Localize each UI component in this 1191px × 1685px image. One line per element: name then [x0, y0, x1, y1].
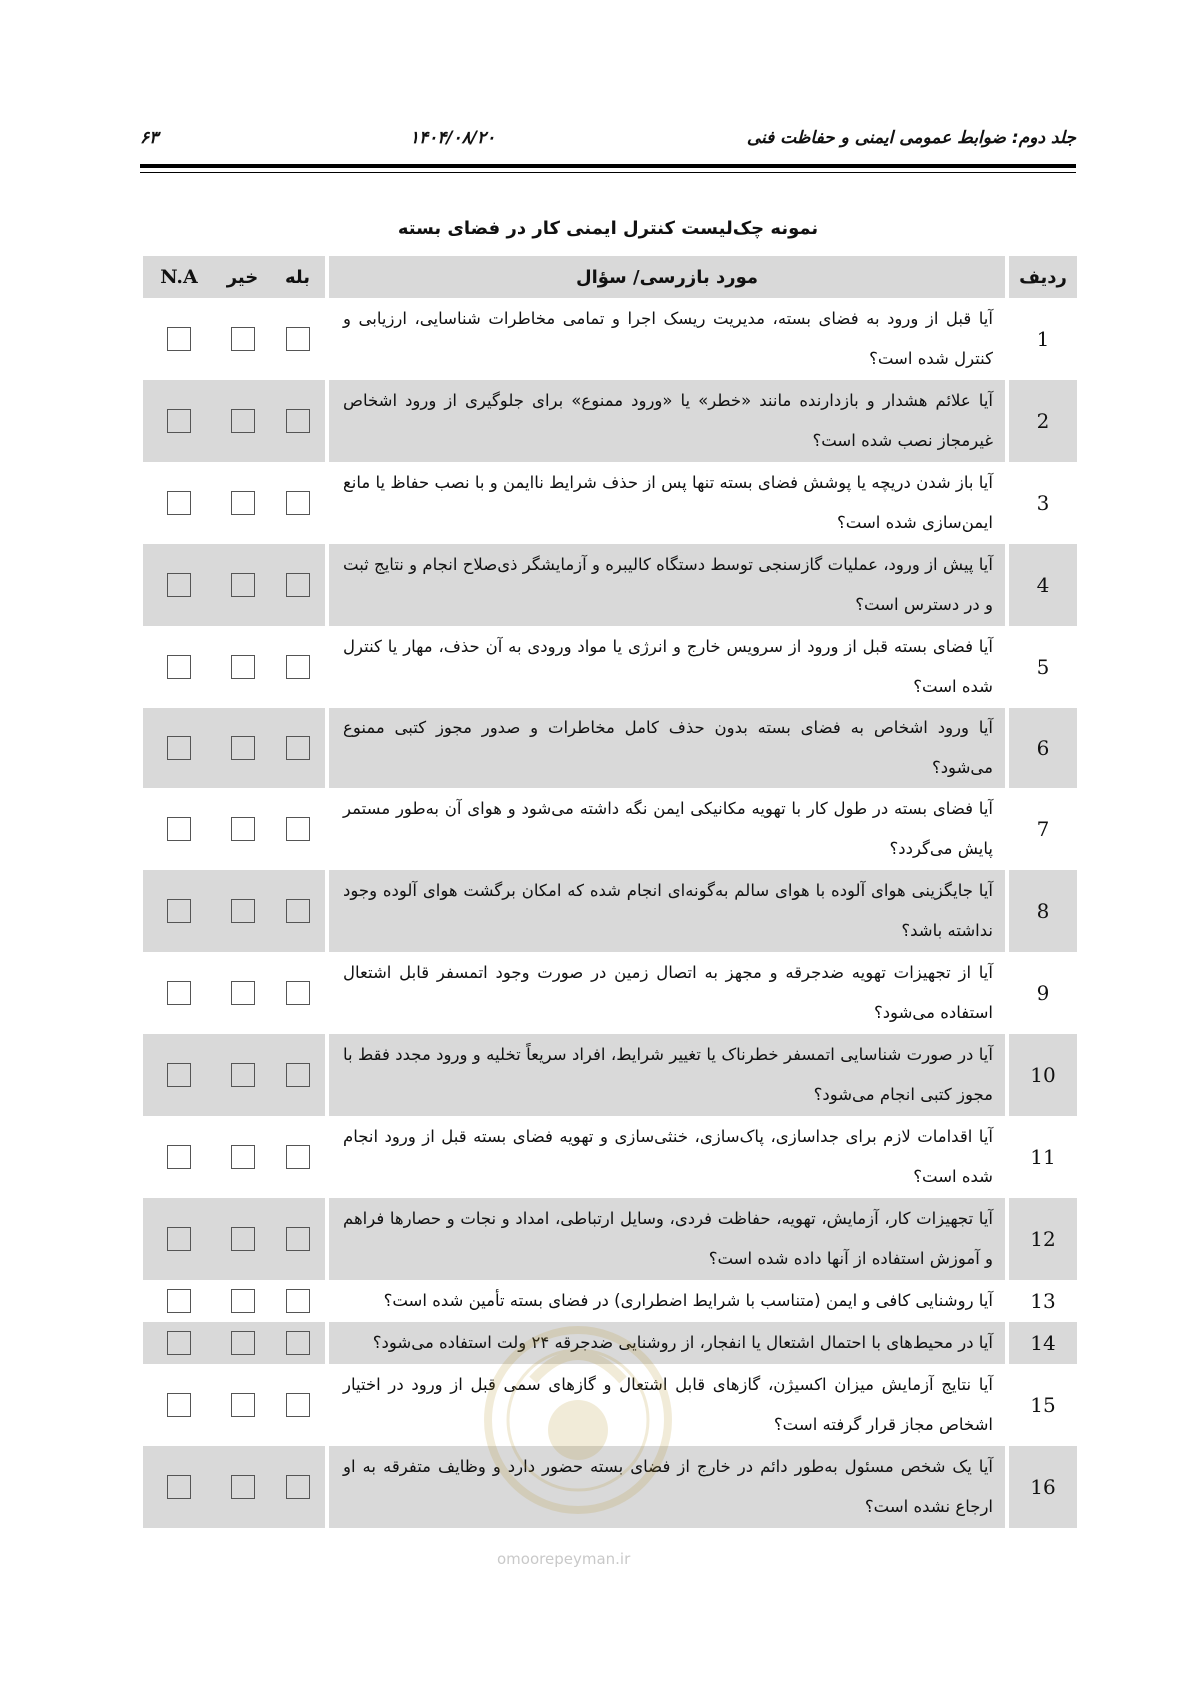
row-number: 3 [1007, 462, 1077, 544]
na-checkbox[interactable] [167, 981, 191, 1005]
yes-checkbox[interactable] [286, 1331, 310, 1355]
na-checkbox[interactable] [167, 491, 191, 515]
row-number: 5 [1007, 626, 1077, 708]
question-text: آیا فضای بسته در طول کار با تهویه مکانیکی ایمن نگه داشته می‌شود و هوای آن به‌طور مستمر پایش می‌گردد؟ [327, 788, 1007, 870]
row-number: 6 [1007, 708, 1077, 788]
na-checkbox[interactable] [167, 1227, 191, 1251]
no-checkbox[interactable] [231, 736, 255, 760]
row-number: 16 [1007, 1446, 1077, 1528]
yes-cell [270, 298, 327, 380]
no-checkbox[interactable] [231, 573, 255, 597]
na-cell [143, 1116, 215, 1198]
yes-cell [270, 1446, 327, 1528]
yes-cell [270, 708, 327, 788]
no-checkbox[interactable] [231, 655, 255, 679]
na-cell [143, 1322, 215, 1364]
table-row [143, 1116, 1077, 1198]
header-row-number: ردیف [1007, 256, 1077, 298]
na-checkbox[interactable] [167, 655, 191, 679]
no-checkbox[interactable] [231, 1393, 255, 1417]
no-checkbox[interactable] [231, 817, 255, 841]
yes-checkbox[interactable] [286, 409, 310, 433]
na-checkbox[interactable] [167, 899, 191, 923]
row-number: 15 [1007, 1364, 1077, 1446]
yes-checkbox[interactable] [286, 1289, 310, 1313]
header-no: خیر [215, 256, 270, 298]
no-checkbox[interactable] [231, 409, 255, 433]
na-cell [143, 544, 215, 626]
watermark-seal-icon [478, 1290, 678, 1530]
header-yes: بله [270, 256, 327, 298]
yes-checkbox[interactable] [286, 1475, 310, 1499]
yes-cell [270, 462, 327, 544]
no-checkbox[interactable] [231, 1145, 255, 1169]
no-cell [215, 1446, 270, 1528]
table-row [143, 952, 1077, 1034]
question-text: آیا نتایج آزمایش میزان اکسیژن، گازهای قابل اشتعال و گازهای سمی قبل از ورود در اختیار اشخاص مجاز قرار گرفته است؟ [327, 1364, 1007, 1446]
question-text: آیا اقدامات لازم برای جداسازی، پاک‌سازی، خنثی‌سازی و تهویه فضای بسته قبل از ورود انجام شده است؟ [327, 1116, 1007, 1198]
na-checkbox[interactable] [167, 573, 191, 597]
na-cell [143, 952, 215, 1034]
no-cell [215, 952, 270, 1034]
na-cell [143, 1280, 215, 1322]
table-row [143, 462, 1077, 544]
no-checkbox[interactable] [231, 1227, 255, 1251]
no-cell [215, 1034, 270, 1116]
table-row [143, 1034, 1077, 1116]
table-row [143, 788, 1077, 870]
yes-cell [270, 1034, 327, 1116]
yes-checkbox[interactable] [286, 1145, 310, 1169]
yes-cell [270, 788, 327, 870]
na-checkbox[interactable] [167, 409, 191, 433]
na-checkbox[interactable] [167, 1145, 191, 1169]
no-checkbox[interactable] [231, 327, 255, 351]
row-number: 14 [1007, 1322, 1077, 1364]
na-cell [143, 380, 215, 462]
no-checkbox[interactable] [231, 899, 255, 923]
yes-checkbox[interactable] [286, 1393, 310, 1417]
no-cell [215, 1198, 270, 1280]
question-text: آیا یک شخص مسئول به‌طور دائم در خارج از فضای بسته حضور دارد و وظایف متفرقه به او ارجاع نشده است؟ [327, 1446, 1007, 1528]
question-text: آیا در محیط‌های با احتمال اشتعال یا انفجار، از روشنایی ضدجرقه ۲۴ ولت استفاده می‌شود؟ [327, 1322, 1007, 1364]
na-checkbox[interactable] [167, 1289, 191, 1313]
yes-checkbox[interactable] [286, 327, 310, 351]
no-checkbox[interactable] [231, 1331, 255, 1355]
na-cell [143, 626, 215, 708]
no-checkbox[interactable] [231, 491, 255, 515]
no-cell [215, 708, 270, 788]
na-checkbox[interactable] [167, 817, 191, 841]
na-checkbox[interactable] [167, 1393, 191, 1417]
question-text: آیا تجهیزات کار، آزمایش، تهویه، حفاظت فردی، وسایل ارتباطی، امداد و نجات و حصارها فراهم و آموزش استفاده از آنها داده شده است؟ [327, 1198, 1007, 1280]
table-header-row [143, 256, 1077, 298]
row-number: 4 [1007, 544, 1077, 626]
no-checkbox[interactable] [231, 1475, 255, 1499]
no-cell [215, 1322, 270, 1364]
yes-cell [270, 1322, 327, 1364]
no-cell [215, 870, 270, 952]
checklist-title: نمونه چک‌لیست کنترل ایمنی کار در فضای بسته [397, 218, 819, 239]
table-row [143, 1198, 1077, 1280]
yes-cell [270, 380, 327, 462]
na-cell [143, 1364, 215, 1446]
no-checkbox[interactable] [231, 1289, 255, 1313]
no-cell [215, 380, 270, 462]
question-text: آیا قبل از ورود به فضای بسته، مدیریت ریسک اجرا و تمامی مخاطرات شناسایی، ارزیابی و کنترل شده است؟ [327, 298, 1007, 380]
question-text: آیا در صورت شناسایی اتمسفر خطرناک یا تغییر شرایط، افراد سریعاً تخلیه و ورود مجدد فقط با مجوز کتبی انجام می‌شود؟ [327, 1034, 1007, 1116]
na-checkbox[interactable] [167, 327, 191, 351]
na-checkbox[interactable] [167, 1331, 191, 1355]
question-text: آیا فضای بسته قبل از ورود از سرویس خارج و انرژی یا مواد ورودی به آن حذف، مهار یا کنترل شده است؟ [327, 626, 1007, 708]
table-row [143, 626, 1077, 708]
question-text: آیا ورود اشخاص به فضای بسته بدون حذف کامل مخاطرات و صدور مجوز کتبی ممنوع می‌شود؟ [327, 708, 1007, 788]
row-number: 13 [1007, 1280, 1077, 1322]
question-text: آیا روشنایی کافی و ایمن (متناسب با شرایط اضطراری) در فضای بسته تأمین شده است؟ [327, 1280, 1007, 1322]
no-cell [215, 462, 270, 544]
no-cell [215, 626, 270, 708]
no-checkbox[interactable] [231, 1063, 255, 1087]
na-checkbox[interactable] [167, 1475, 191, 1499]
row-number: 1 [1007, 298, 1077, 380]
yes-cell [270, 1198, 327, 1280]
table-row [143, 870, 1077, 952]
na-cell [143, 788, 215, 870]
yes-cell [270, 1280, 327, 1322]
yes-cell [270, 626, 327, 708]
na-checkbox[interactable] [167, 736, 191, 760]
chapter-title: جلد دوم: ضوابط عمومی ایمنی و حفاظت فنی [746, 128, 1076, 148]
yes-checkbox[interactable] [286, 817, 310, 841]
yes-checkbox[interactable] [286, 1227, 310, 1251]
table-row [143, 298, 1077, 380]
table-row [143, 708, 1077, 788]
watermark-url: omoorepeyman.ir [497, 1550, 631, 1568]
table-row [143, 544, 1077, 626]
no-cell [215, 1116, 270, 1198]
header-question: مورد بازرسی/ سؤال [327, 256, 1007, 298]
question-text: آیا جایگزینی هوای آلوده با هوای سالم به‌گونه‌ای انجام شده که امکان برگشت هوای آلوده وجود نداشته باشد؟ [327, 870, 1007, 952]
row-number: 9 [1007, 952, 1077, 1034]
yes-checkbox[interactable] [286, 981, 310, 1005]
row-number: 11 [1007, 1116, 1077, 1198]
row-number: 2 [1007, 380, 1077, 462]
na-cell [143, 870, 215, 952]
na-cell [143, 1446, 215, 1528]
no-checkbox[interactable] [231, 981, 255, 1005]
no-cell [215, 298, 270, 380]
yes-cell [270, 870, 327, 952]
na-cell [143, 462, 215, 544]
na-checkbox[interactable] [167, 1063, 191, 1087]
na-cell [143, 298, 215, 380]
yes-cell [270, 544, 327, 626]
yes-cell [270, 1364, 327, 1446]
yes-checkbox[interactable] [286, 655, 310, 679]
question-text: آیا از تجهیزات تهویه ضدجرقه و مجهز به اتصال زمین در صورت وجود اتمسفر قابل اشتعال استفاده می‌شود؟ [327, 952, 1007, 1034]
yes-checkbox[interactable] [286, 491, 310, 515]
row-number: 8 [1007, 870, 1077, 952]
yes-checkbox[interactable] [286, 736, 310, 760]
na-cell [143, 1034, 215, 1116]
no-cell [215, 544, 270, 626]
yes-checkbox[interactable] [286, 573, 310, 597]
question-text: آیا باز شدن دریچه یا پوشش فضای بسته تنها پس از حذف شرایط ناایمن و با نصب حفاظ یا مانع ایمن‌سازی شده است؟ [327, 462, 1007, 544]
na-cell [143, 1198, 215, 1280]
yes-checkbox[interactable] [286, 899, 310, 923]
row-number: 7 [1007, 788, 1077, 870]
no-cell [215, 1364, 270, 1446]
yes-cell [270, 1116, 327, 1198]
yes-checkbox[interactable] [286, 1063, 310, 1087]
page-header [140, 128, 1076, 168]
no-cell [215, 788, 270, 870]
yes-cell [270, 952, 327, 1034]
na-cell [143, 708, 215, 788]
page-number: ۶۳ [140, 128, 159, 148]
row-number: 12 [1007, 1198, 1077, 1280]
question-text: آیا پیش از ورود، عملیات گازسنجی توسط دستگاه کالیبره و آزمایشگر ذی‌صلاح انجام و نتایج ثبت و در دسترس است؟ [327, 544, 1007, 626]
question-text: آیا علائم هشدار و بازدارنده مانند «خطر» یا «ورود ممنوع» برای جلوگیری از ورود اشخاص غیرمجاز نصب شده است؟ [327, 380, 1007, 462]
header-date: ۱۴۰۴/۰۸/۲۰ [409, 128, 496, 148]
row-number: 10 [1007, 1034, 1077, 1116]
header-na: N.A [143, 256, 215, 298]
table-row [143, 380, 1077, 462]
no-cell [215, 1280, 270, 1322]
